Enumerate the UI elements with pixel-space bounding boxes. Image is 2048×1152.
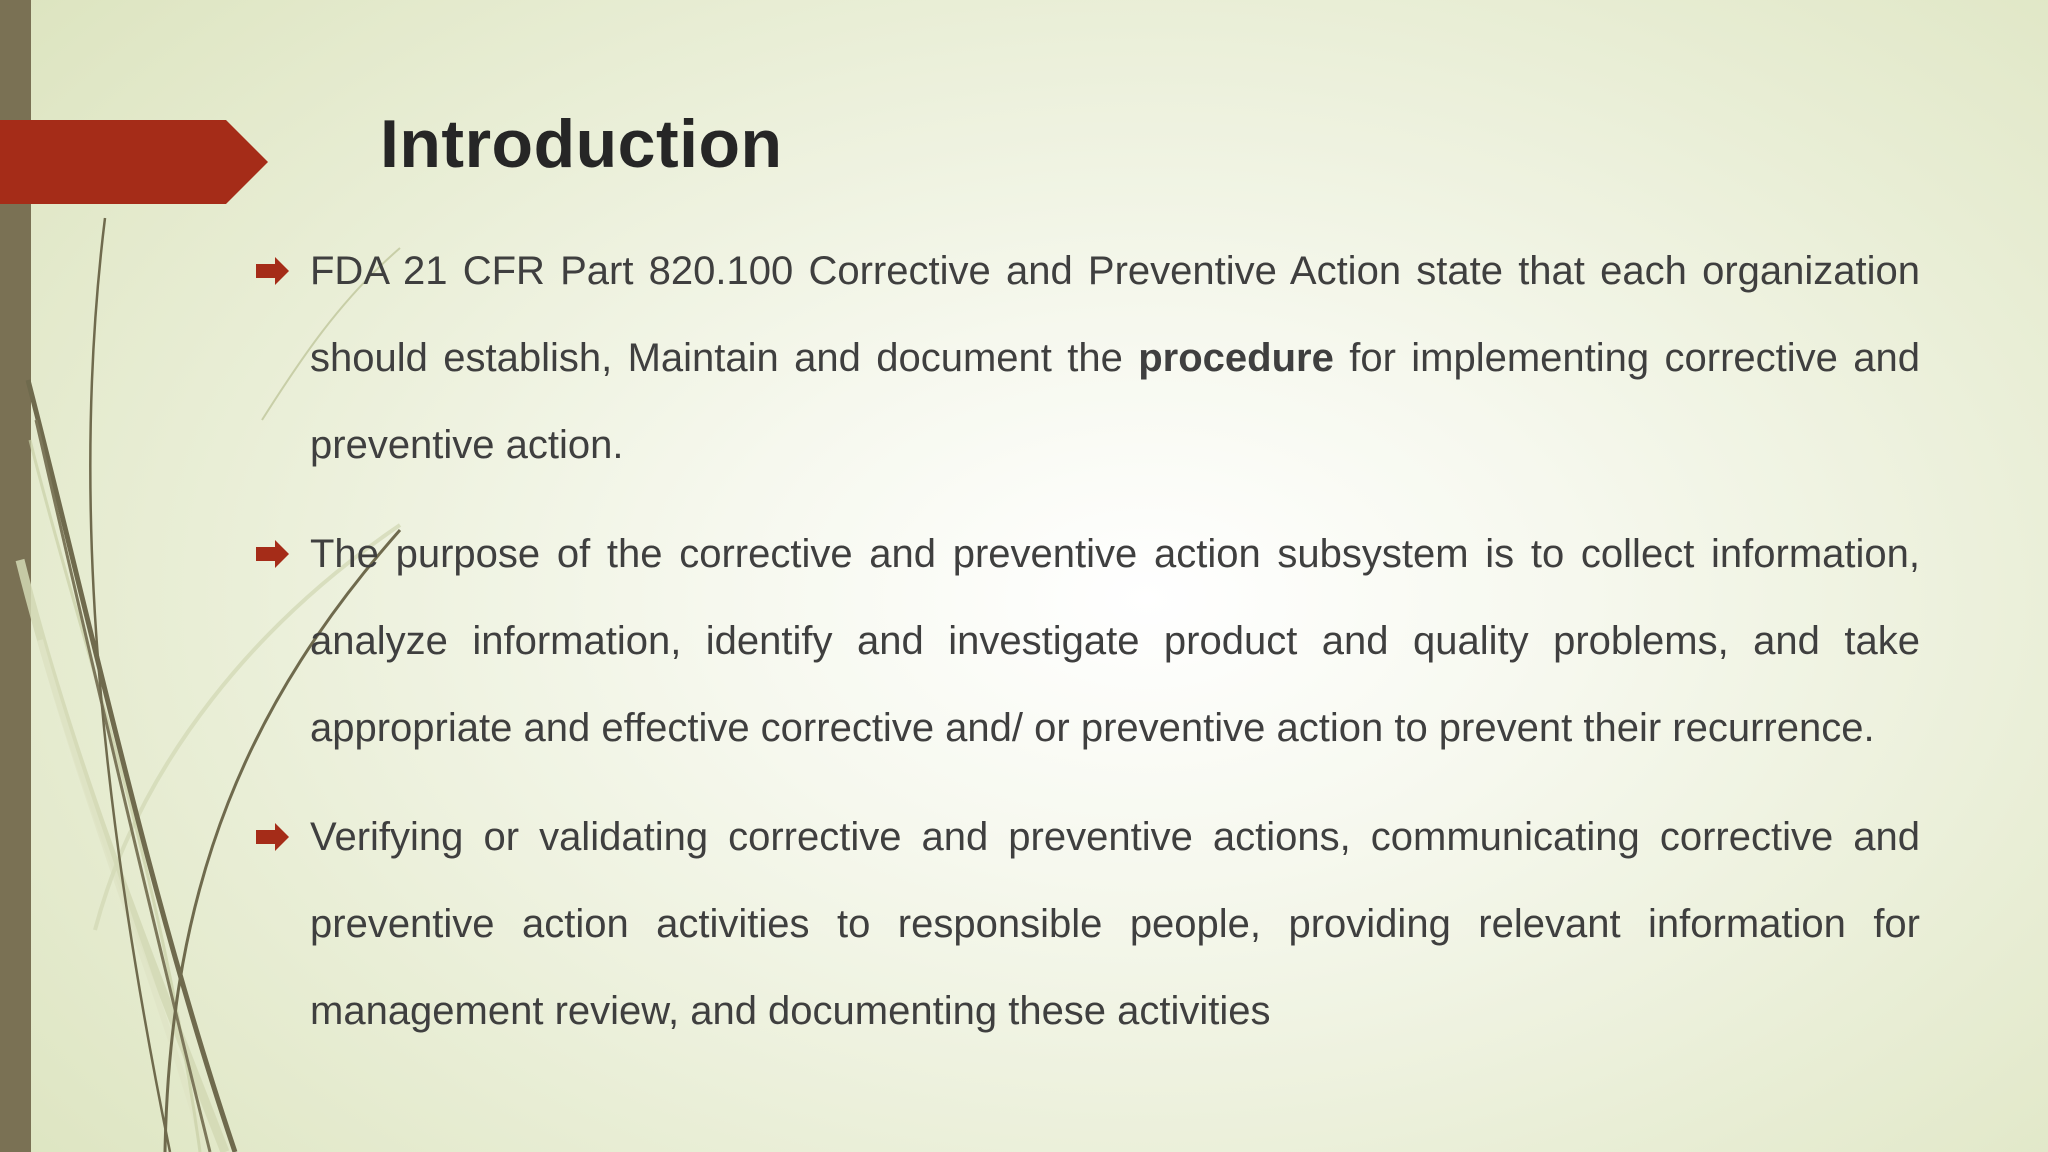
bullet-bold-text: procedure <box>1138 336 1334 380</box>
arrow-right-icon <box>256 821 290 853</box>
bullet-text: Verifying or validating corrective and preventive actions, communicating corrective and preventive action activities to responsible people, providing relevant information for management review, and documenting these activities <box>310 815 1920 1033</box>
bullet-item <box>252 228 1920 489</box>
slide-title: Introduction <box>380 106 783 182</box>
arrow-right-icon <box>256 538 290 570</box>
bullet-text: for implementing corrective and preventive action. <box>310 336 1921 467</box>
bullet-text: The purpose of the corrective and preventive action subsystem is to collect information, analyze information, identify and investigate product and quality problems, and take appropriate and effective corrective and/ or preventive action to prevent their recurrence. <box>310 532 1920 750</box>
bullet-item <box>252 794 1920 1055</box>
arrow-right-icon <box>256 255 290 287</box>
bullet-item <box>252 511 1920 772</box>
bullet-text: FDA 21 CFR Part 820.100 Corrective and Preventive Action state that each organization should establish, Maintain and document the <box>310 249 1920 380</box>
bullet-list <box>252 228 1920 1077</box>
